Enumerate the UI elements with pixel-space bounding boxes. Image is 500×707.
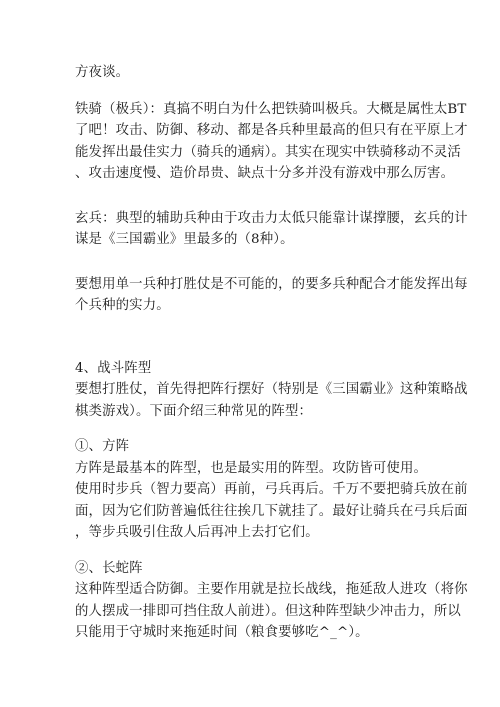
text-line: 谋是《三国霸业》里最多的（8种）。 (75, 232, 294, 247)
section-heading: 4、战斗阵型 (75, 360, 152, 376)
text-line: 要想打胜仗，首先得把阵行摆好（特别是《三国霸业》这种策略战 (75, 382, 468, 397)
text-line: 、攻击速度慢、造价昂贵、缺点十分多并没有游戏中那么厉害。 (75, 166, 455, 181)
paragraph-tieqi (75, 99, 468, 185)
text-line: 能发挥出最佳实力（骑兵的通病）。其实在现实中铁骑移动不灵活 (75, 144, 461, 160)
formation-long-snake (75, 558, 468, 644)
document-page (75, 62, 468, 644)
text-line: 这种阵型适合防御。主要作用就是拉长战线，拖延敌人进攻（将你 (75, 582, 468, 597)
paragraph-xuanbing (75, 208, 468, 251)
text-line: 面，因为它们防普遍低往往挨几下就挂了。最好让骑兵在弓兵后面 (75, 503, 468, 519)
text-line: 使用时步兵（智力要高）再前，弓兵再后。千万不要把骑兵放在前 (75, 482, 468, 497)
text-line: 要想用单一兵种打胜仗是不可能的，的要多兵种配合才能发挥出每 (75, 276, 468, 292)
paragraph-ending (75, 62, 435, 84)
text-line: ，等步兵吸引住敌人后再冲上去打它们。 (75, 525, 319, 540)
text-line: 铁骑（极兵）：真搞不明白为什么把铁骑叫极兵。大概是属性太BT (75, 101, 467, 117)
formation-title: ①、方阵 (75, 439, 130, 454)
text-line: 方阵是最基本的阵型，也是最实用的阵型。攻防皆可使用。 (75, 460, 428, 476)
text-line: 个兵种的实力。 (75, 298, 170, 313)
text-line: 棋类游戏）。下面介绍三种常见的阵型： (75, 403, 313, 419)
formation-square (75, 436, 468, 544)
formation-title: ②、长蛇阵 (75, 560, 143, 576)
paragraph-combined-arms (75, 274, 468, 317)
text-line: 的人摆成一排即可挡住敌人前进）。但这种阵型缺少冲击力，所以 (75, 603, 461, 619)
text-line: 玄兵：典型的辅助兵种由于攻击力太低只能靠计谋撑腰，玄兵的计 (75, 210, 468, 226)
section-battle-formations (75, 358, 468, 423)
text-line: 了吧！攻击、防御、移动、都是各兵种里最高的但只有在平原上才 (75, 123, 468, 138)
text-line: 只能用于守城时来拖延时间（粮食要够吃^_^）。 (75, 625, 369, 640)
text-line: 方夜谈。 (75, 65, 130, 80)
